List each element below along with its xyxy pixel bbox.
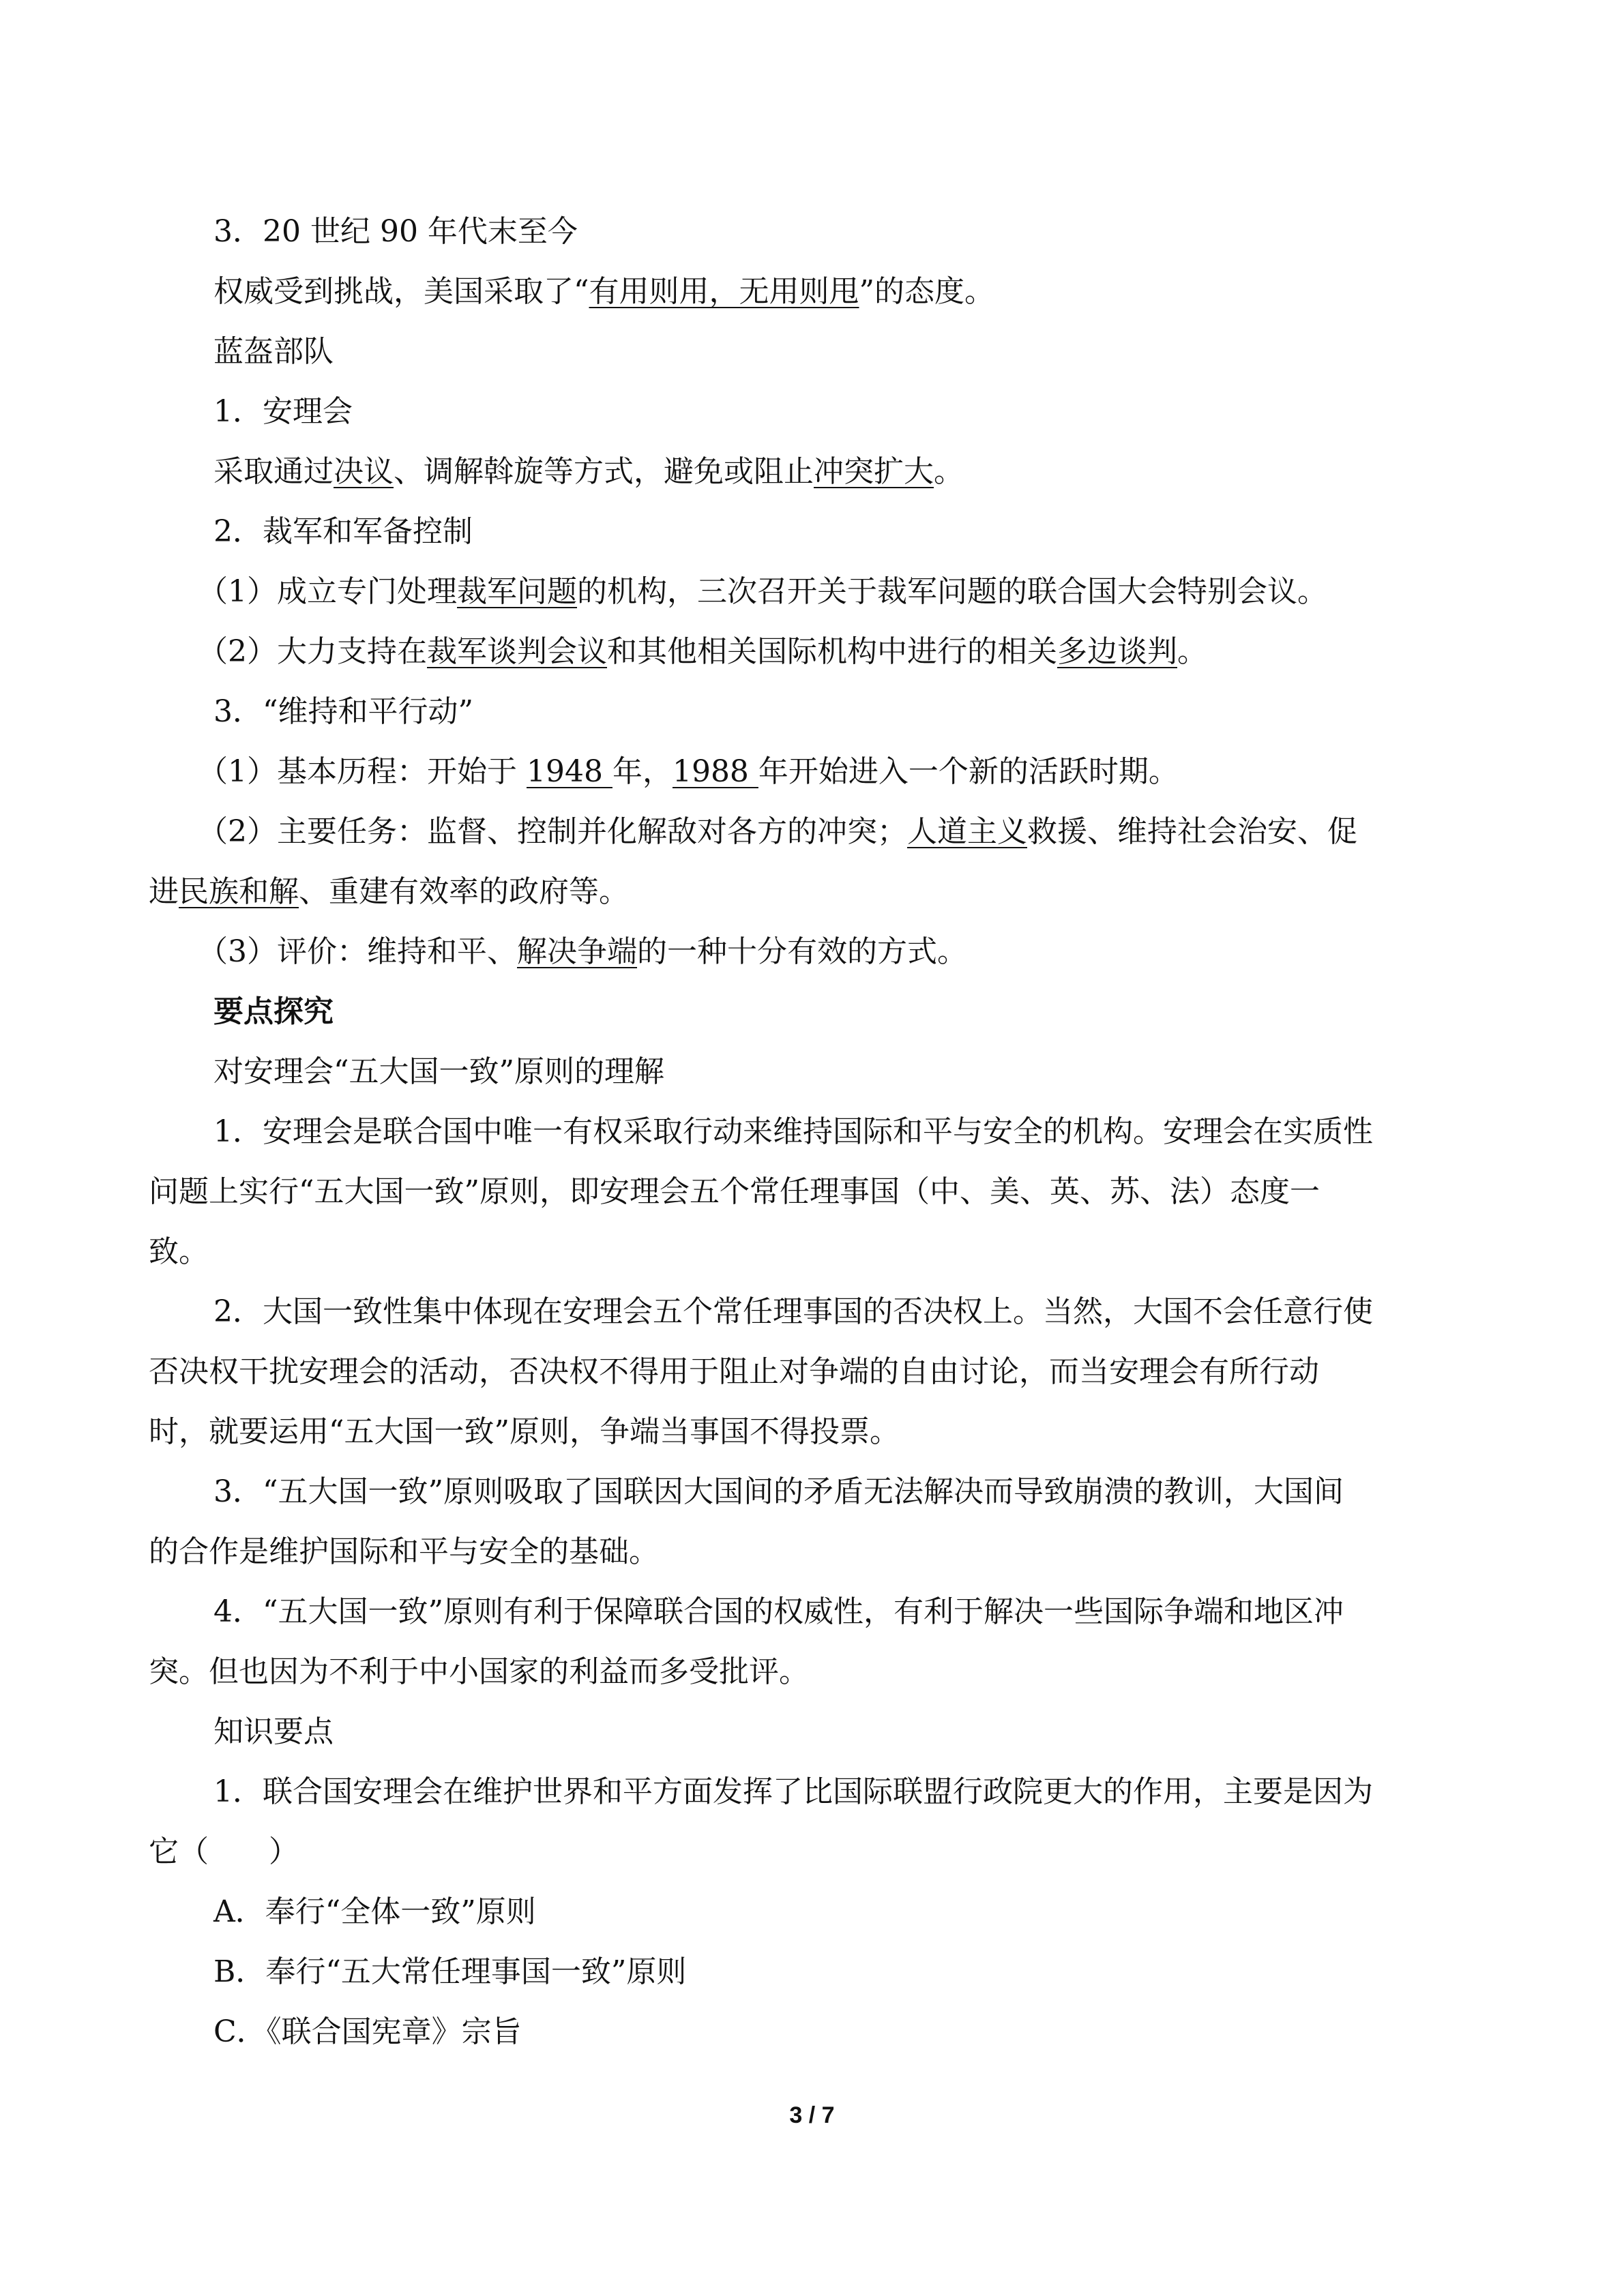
- underlined-term: 决议: [334, 454, 394, 489]
- underlined-term: 裁军谈判会议: [427, 634, 607, 669]
- underlined-year: 1988: [672, 754, 758, 789]
- peacekeeping-tasks-line-2: 进民族和解、重建有效率的政府等。: [149, 874, 629, 909]
- paragraph-2-line-3: 时，就要运用“五大国一致”原则，争端当事国不得投票。: [149, 1414, 900, 1449]
- knowledge-points-heading: 知识要点: [213, 1714, 334, 1749]
- section-heading-late-90s: 3．20 世纪 90 年代末至今: [213, 214, 578, 249]
- security-council-heading: 1．安理会: [213, 394, 353, 429]
- question-1-line-2: 它（ ）: [149, 1834, 299, 1869]
- page-number: 3 / 7: [789, 2102, 835, 2128]
- paragraph-2-line-1: 2．大国一致性集中体现在安理会五个常任理事国的否决权上。当然，大国不会任意行使: [213, 1294, 1373, 1329]
- underlined-term: 有用则用，无用则甩: [589, 274, 859, 309]
- option-c: C．《联合国宪章》宗旨: [213, 2014, 522, 2049]
- question-1-line-1: 1．联合国安理会在维护世界和平方面发挥了比国际联盟行政院更大的作用，主要是因为: [213, 1774, 1373, 1809]
- peacekeeping-history-line: （1）基本历程：开始于 1948 年，1988 年开始进入一个新的活跃时期。: [198, 754, 1179, 789]
- underlined-term: 裁军问题: [457, 574, 577, 609]
- blue-helmets-heading: 蓝盔部队: [213, 334, 334, 369]
- paragraph-4-line-1: 4．“五大国一致”原则有利于保障联合国的权威性，有利于解决一些国际争端和地区冲: [213, 1594, 1344, 1629]
- key-points-heading: 要点探究: [213, 994, 334, 1029]
- underlined-term: 冲突扩大: [814, 454, 934, 489]
- option-b: B．奉行“五大常任理事国一致”原则: [213, 1954, 687, 1989]
- paragraph-3-line-1: 3．“五大国一致”原则吸取了国联因大国间的矛盾无法解决而导致崩溃的教训，大国间: [213, 1474, 1344, 1509]
- underlined-term: 解决争端: [517, 934, 637, 969]
- disarmament-item-2: （2）大力支持在裁军谈判会议和其他相关国际机构中进行的相关多边谈判。: [198, 634, 1207, 669]
- peacekeeping-tasks-line-1: （2）主要任务：监督、控制并化解敌对各方的冲突；人道主义救援、维持社会治安、促: [198, 814, 1357, 849]
- paragraph-3-line-2: 的合作是维护国际和平与安全的基础。: [149, 1534, 659, 1569]
- security-council-methods-line: 采取通过决议、调解斡旋等方式，避免或阻止冲突扩大。: [213, 454, 964, 489]
- option-a: A．奉行“全体一致”原则: [213, 1894, 536, 1929]
- peacekeeping-evaluation-line: （3）评价：维持和平、解决争端的一种十分有效的方式。: [198, 934, 967, 969]
- underlined-term: 人道主义: [907, 814, 1027, 849]
- paragraph-1-line-2: 问题上实行“五大国一致”原则，即安理会五个常任理事国（中、美、英、苏、法）态度一: [149, 1174, 1320, 1209]
- underlined-year: 1948: [526, 754, 612, 789]
- us-attitude-line: 权威受到挑战，美国采取了“有用则用，无用则甩”的态度。: [213, 274, 994, 309]
- unanimity-topic-heading: 对安理会“五大国一致”原则的理解: [213, 1054, 664, 1089]
- paragraph-2-line-2: 否决权干扰安理会的活动，否决权不得用于阻止对争端的自由讨论，而当安理会有所行动: [149, 1354, 1319, 1389]
- peacekeeping-heading: 3．“维持和平行动”: [213, 694, 473, 729]
- underlined-term: 多边谈判: [1057, 634, 1177, 669]
- disarmament-heading: 2．裁军和军备控制: [213, 514, 473, 549]
- underlined-term: 民族和解: [179, 874, 299, 909]
- paragraph-1-line-3: 致。: [149, 1234, 209, 1269]
- disarmament-item-1: （1）成立专门处理裁军问题的机构，三次召开关于裁军问题的联合国大会特别会议。: [198, 574, 1327, 609]
- paragraph-1-line-1: 1．安理会是联合国中唯一有权采取行动来维持国际和平与安全的机构。安理会在实质性: [213, 1114, 1373, 1149]
- paragraph-4-line-2: 突。但也因为不利于中小国家的利益而多受批评。: [149, 1654, 809, 1689]
